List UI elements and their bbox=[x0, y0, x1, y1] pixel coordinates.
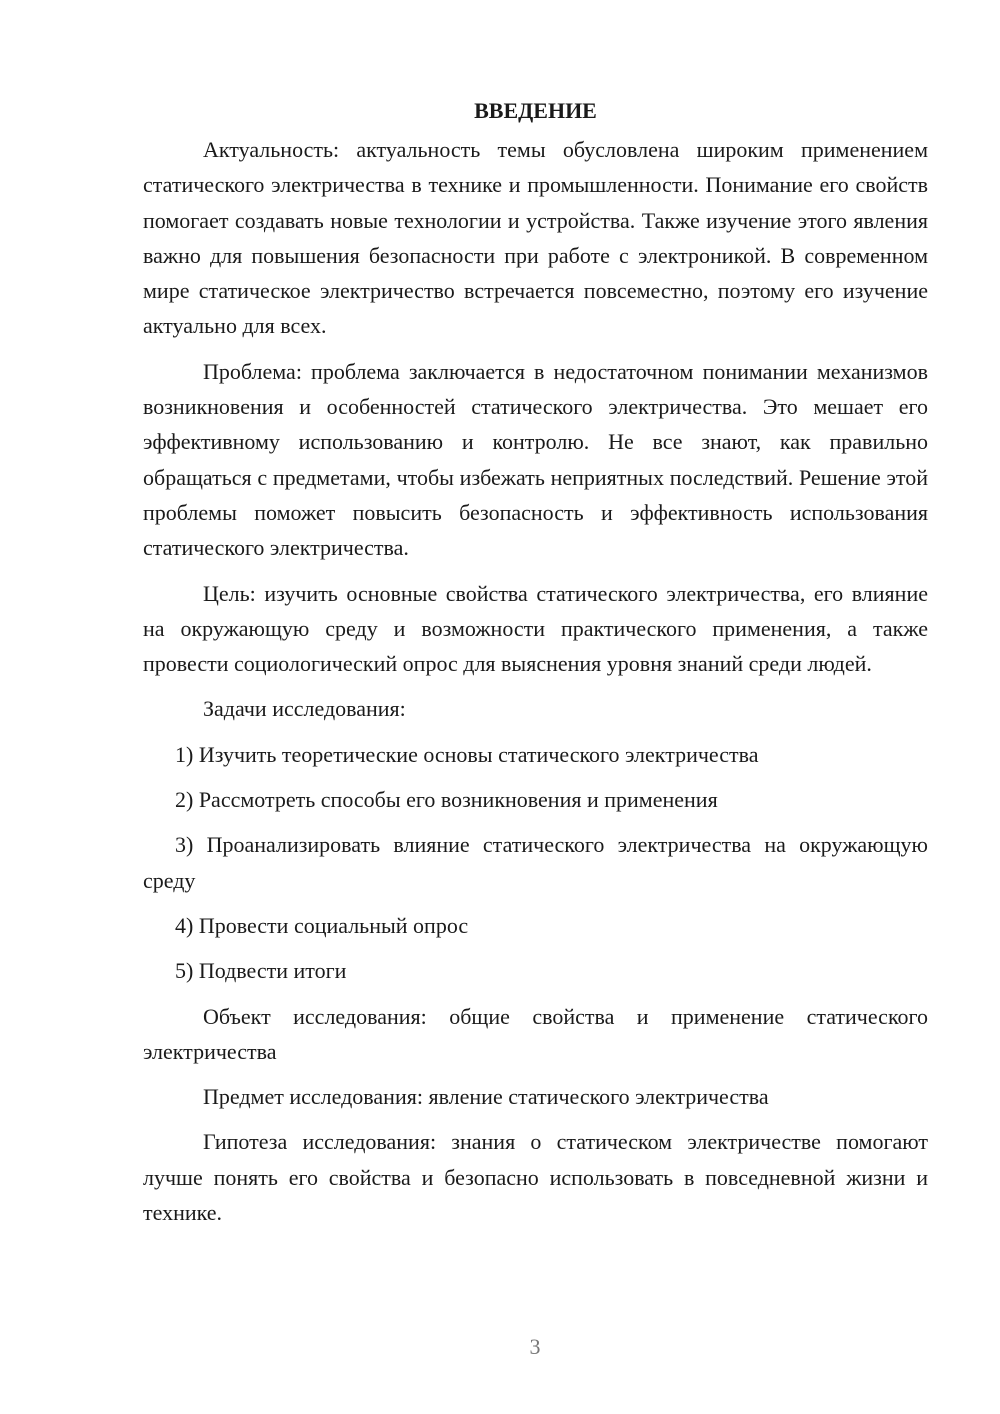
list-item: 3) Проанализировать влияние статического электричества на окружающую среду bbox=[143, 832, 928, 893]
subject-paragraph: Предмет исследования: явление статического электричества bbox=[203, 1084, 769, 1110]
list-item: 5) Подвести итоги bbox=[175, 958, 347, 984]
tasks-heading: Задачи исследования: bbox=[203, 696, 406, 722]
hypothesis-paragraph: Гипотеза исследования: знания о статическом электричестве помогают лучше понять его свойства и безопасно использовать в повседневной жизни и технике. bbox=[143, 1129, 928, 1226]
list-item: 1) Изучить теоретические основы статического электричества bbox=[175, 741, 759, 767]
list-item: 4) Провести социальный опрос bbox=[175, 912, 469, 938]
object-paragraph: Объект исследования: общие свойства и применение статического электричества bbox=[143, 1003, 928, 1064]
goal-paragraph: Цель: изучить основные свойства статического электричества, его влияние на окружающую среду и возможности практического применения, а также провести социологический опрос для выяснения уровня знаний среди людей. bbox=[143, 580, 928, 677]
problem-paragraph: Проблема: проблема заключается в недостаточном понимании механизмов возникновения и особенностей статического электричества. Это мешает его эффективному использованию и контролю. Не все знают, как правильно обращаться с предметами, чтобы избежать неприятных последствий. Решение этой проблемы поможет повысить безопасность и эффективность использования статического электричества. bbox=[143, 358, 928, 561]
tasks-list bbox=[143, 737, 928, 989]
document-page bbox=[143, 93, 928, 1230]
list-item: 2) Рассмотреть способы его возникновения и применения bbox=[175, 787, 718, 813]
page-number: 3 bbox=[529, 1334, 541, 1359]
page-title: ВВЕДЕНИЕ bbox=[474, 98, 597, 123]
relevance-paragraph: Актуальность: актуальность темы обусловлена широким применением статического электричества в технике и промышленности. Понимание его свойств помогает создавать новые технологии и устройства. Также изучение этого явления важно для повышения безопасности при работе с электроникой. В современном мире статическое электричество встречается повсеместно, поэтому его изучение актуально для всех. bbox=[143, 137, 928, 339]
